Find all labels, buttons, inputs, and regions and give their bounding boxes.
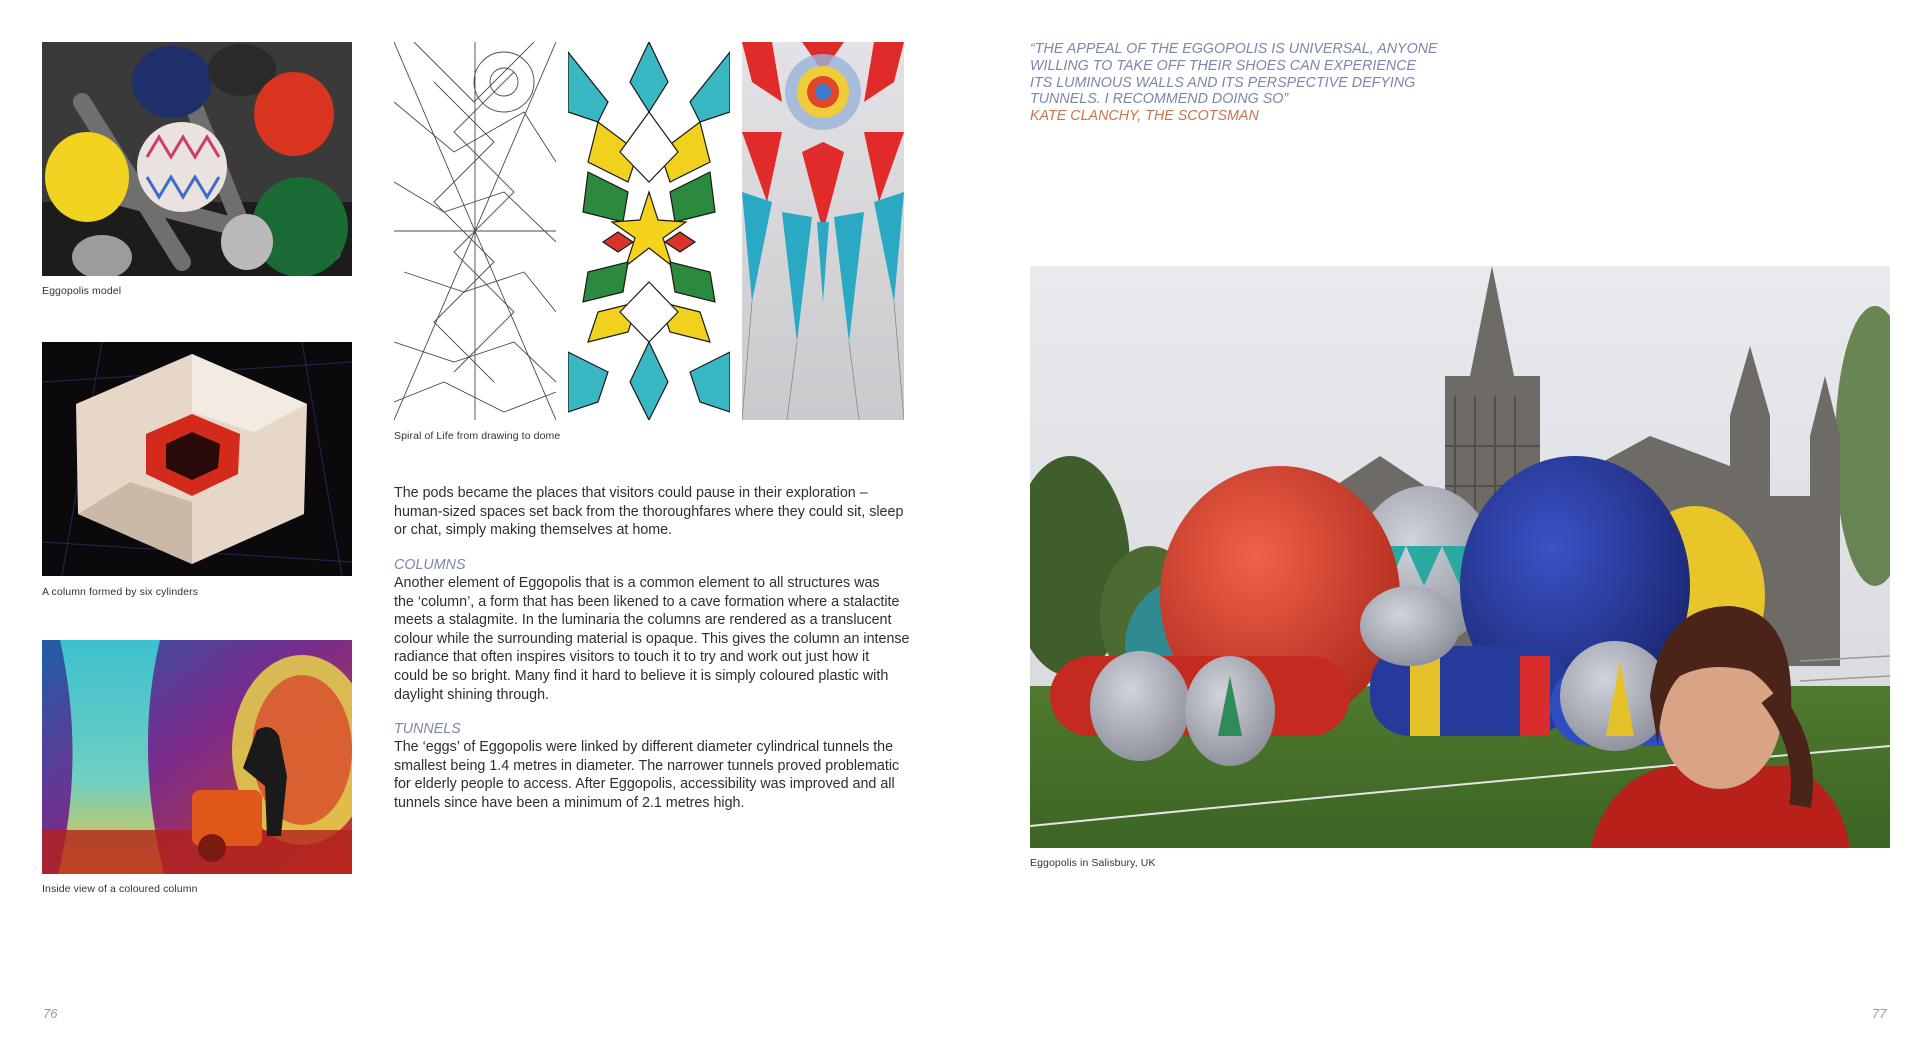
interior-column-caption: Inside view of a coloured column <box>42 883 198 895</box>
hexagon-column-image <box>42 342 352 576</box>
interior-column-photo <box>42 640 352 874</box>
eggopolis-salisbury-image <box>1030 266 1890 848</box>
left-page-number: 76 <box>43 1006 58 1021</box>
spiral-caption: Spiral of Life from drawing to dome <box>394 430 561 442</box>
right-page-number: 77 <box>1872 1006 1887 1021</box>
inflatable-model-image <box>42 42 352 276</box>
spiral-dome-image <box>742 42 904 420</box>
tunnels-heading: TUNNELS <box>394 721 461 737</box>
eggopolis-model-photo <box>42 42 352 276</box>
tunnels-paragraph: The ‘eggs’ of Eggopolis were linked by different diameter cylindrical tunnels the smallest being 1.4 metres in diameter. The narrower tunnels proved problematic for elderly people to access. After Eggopolis, accessibility was improved and all tunnels since have been a minimum of 2.1 metres high. <box>394 739 900 811</box>
quote-author: KATE CLANCHY, THE SCOTSMAN <box>1030 108 1259 125</box>
spiral-pattern-image <box>568 42 730 420</box>
salisbury-photo <box>1030 266 1890 848</box>
eggopolis-model-caption: Eggopolis model <box>42 285 122 297</box>
spiral-drawing-image <box>394 42 556 420</box>
line-drawing-image <box>394 42 556 420</box>
interior-column-image <box>42 640 352 874</box>
intro-paragraph: The pods became the places that visitors could pause in their exploration – human-sized spaces set back from the thoroughfares where they could sit, sleep or chat, simply making themselves at home. <box>394 485 904 539</box>
hexagon-column-photo <box>42 342 352 576</box>
columns-paragraph: Another element of Eggopolis that is a common element to all structures was the ‘column’, a form that has been likened to a cave formation where a stalactite meets a stalagmite. In the luminaria the columns are rendered as a translucent colour while the surrounding material is opaque. This gives the column an intense radiance that often inspires visitors to touch it to try and work out just how it could be so bright. Many find it hard to believe it is simply coloured plastic with daylight shining through. <box>394 575 910 703</box>
hexagon-column-caption: A column formed by six cylinders <box>42 586 199 598</box>
columns-heading: COLUMNS <box>394 557 466 573</box>
salisbury-caption: Eggopolis in Salisbury, UK <box>1030 857 1156 869</box>
star-pattern-image <box>568 42 730 420</box>
pull-quote: “THE APPEAL OF THE EGGOPOLIS IS UNIVERSAL, ANYONE WILLING TO TAKE OFF THEIR SHOES CAN EXPERIENCE ITS LUMINOUS WALLS AND ITS PERSPECTIVE DEFYING TUNNELS. I RECOMMEND DOING SO” KATE CLANCHY, THE SCOTSMAN <box>1030 41 1438 125</box>
dome-photo-image <box>742 42 904 420</box>
